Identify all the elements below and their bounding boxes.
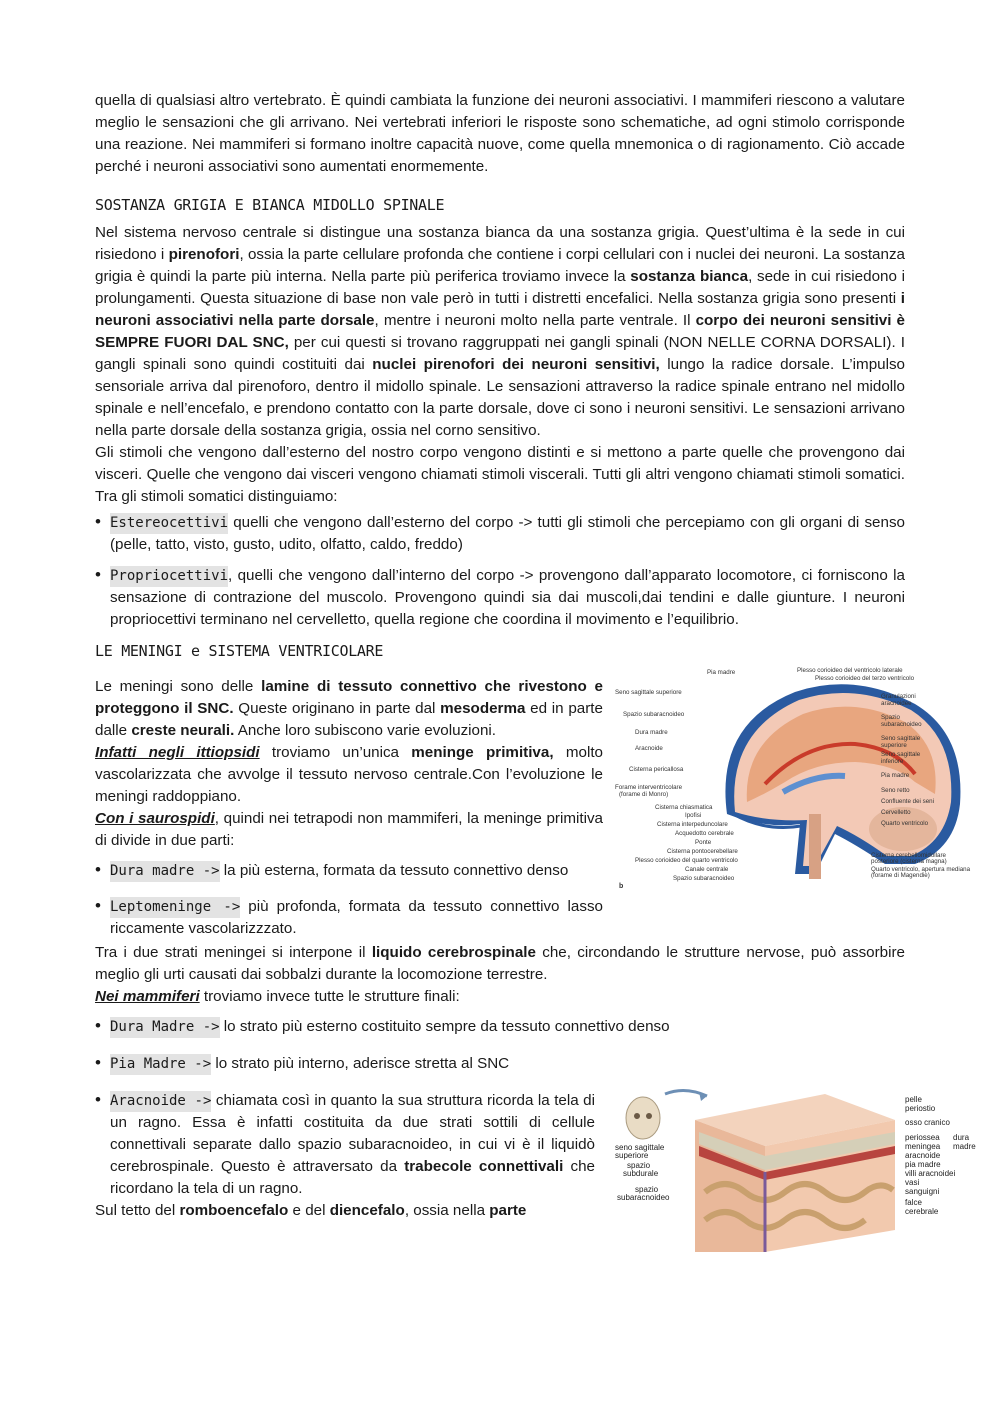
list-item: • Leptomeninge -> più profonda, formata da tessuto connettivo lasso riccamente vascolarizzzato. [95, 896, 603, 940]
brain-label: Quarto ventricolo, apertura mediana [871, 866, 971, 873]
brain-label: Acquedotto cerebrale [675, 830, 734, 837]
list-item: • Estereocettivi quelli che vengono dall’esterno del corpo -> tutti gli stimoli che percepiamo con gli organi di senso (pelle, tatto, visto, gusto, udito, olfatto, caldo, freddo) [95, 512, 905, 556]
brain-label: Dura madre [635, 729, 668, 736]
brain-label: Spazio [881, 714, 900, 721]
document-page [95, 90, 976, 1222]
brain-label: Cisterna pericallosa [629, 766, 684, 773]
brain-label: Granulazioni [881, 693, 916, 700]
brain-meninges-figure [615, 664, 987, 894]
brain-label: Cisterna interpeduncolare [657, 821, 728, 828]
brain-label: posteriore (cisterna magna) [871, 858, 947, 865]
meninges-label: spazio [635, 1185, 659, 1194]
meninges-label: spazio [627, 1161, 651, 1170]
brain-label: Cisterna cerebellomidollare [871, 852, 946, 859]
brain-label: inferiore [881, 758, 904, 765]
brain-label: Cisterna chiasmatica [655, 804, 713, 811]
meningi-paragraph-6: Sul tetto del romboencefalo e del diencefalo, ossia nella parte [95, 1202, 527, 1219]
brain-label: Forame interventricolare [615, 784, 683, 791]
brain-label: Cisterna pontocerebellare [667, 848, 738, 855]
section-heading-meningi: LE MENINGI e SISTEMA VENTRICOLARE [95, 642, 384, 660]
brain-label: Spazio subaracnoideo [623, 711, 685, 718]
brain-label: Seno sagittale [881, 735, 921, 742]
meninges-label: subaracnoideo [617, 1193, 670, 1202]
brain-label: Plesso corioideo del ventricolo laterale [797, 667, 903, 674]
sostanza-paragraph-2: Gli stimoli che vengono dall’esterno del nostro corpo vengono distinti e si mettono a parte quelle che provengono dai visceri. Quelle che vengono dai visceri vengono chiamati stimoli viscerali. Tutti gli altri vengono chiamati stimoli somatici. Tra gli stimoli somatici distinguiamo: [95, 444, 905, 505]
meninges-label: dura [953, 1133, 970, 1142]
meningi-list-c [95, 1090, 595, 1200]
brain-label: Plesso corioideo del quarto ventricolo [635, 857, 738, 864]
meninges-label: seno sagittale [615, 1143, 665, 1152]
brain-label: Quarto ventricolo [881, 820, 929, 827]
meninges-label: superiore [615, 1151, 649, 1160]
meninges-label: meningea [905, 1142, 941, 1151]
meningi-paragraph-3: Con i saurospidi, quindi nei tetrapodi non mammiferi, la meninge primitiva di divide in due parti: [95, 810, 603, 849]
brain-label: subaracnoideo [881, 721, 922, 728]
meninges-label: villi aracnoidei [905, 1169, 956, 1178]
meninges-label: periostio [905, 1104, 936, 1113]
brain-label: Seno sagittale [881, 751, 921, 758]
meningi-block [95, 667, 971, 940]
brain-label: Aracnoide [635, 745, 663, 752]
meninges-label: cerebrale [905, 1207, 939, 1216]
aracnoide-block [95, 1090, 976, 1222]
meninges-label: periossea [905, 1133, 940, 1142]
stimoli-list [95, 512, 905, 631]
meningi-paragraph-5: Nei mammiferi troviamo invece tutte le strutture finali: [95, 988, 460, 1005]
panel-letter: b [619, 883, 624, 890]
brain-label: Spazio subaracnoideo [673, 875, 735, 882]
list-item: • Pia Madre -> lo strato più interno, aderisce stretta al SNC [95, 1053, 905, 1075]
brain-label: Plesso corioideo del terzo ventricolo [815, 675, 915, 682]
brain-label: Ipofisi [685, 812, 702, 819]
brain-label: superiore [881, 742, 907, 749]
meninges-label: subdurale [623, 1169, 659, 1178]
meninges-layers-figure [615, 1080, 987, 1255]
brain-label: Cervelletto [881, 809, 911, 816]
meninges-label: aracnoide [905, 1151, 941, 1160]
meninges-label: pelle [905, 1095, 922, 1104]
meningi-paragraph-1: Le meningi sono delle lamine di tessuto connettivo che rivestono e proteggono il SNC. Queste originano in parte dal mesoderma ed in parte dalle creste neurali. Anche loro subiscono varie evoluzioni. [95, 678, 603, 739]
list-item: • Aracnoide -> chiamata così in quanto la sua struttura ricorda la tela di un ragno. Essa è infatti costituita da due strati sottili di cellule connettivali separate dallo spazio subaracnoideo, in cui vi è il liquidò cerebrospinale. Questo è attraversato da trabecole connettivali che ricordano la tela di un ragno. [95, 1090, 595, 1200]
meningi-list-a [95, 860, 603, 940]
brain-label: Canale centrale [685, 866, 729, 873]
list-item: • Propriocettivi, quelli che vengono dall’interno del corpo -> provengono dall’apparato locomotore, ci forniscono la sensazione di contrazione del muscolo. Provengono quindi sia dai muscoli,dai tendini e dalle giunture. I neuroni propriocettivi terminano nel cervelletto, quella regione che coordina il movimento e l’equilibrio. [95, 565, 905, 631]
brain-label: Seno sagittale superiore [615, 689, 682, 696]
meningi-list-b [95, 1016, 905, 1075]
meninges-label: pia madre [905, 1160, 941, 1169]
brain-label: Pia madre [707, 669, 736, 676]
meningi-paragraph-2: Infatti negli ittiopsidi troviamo un’unica meninge primitiva, molto vascolarizzata che avvolge il tessuto nervoso centrale.Con l’evoluzione le meningi raddoppiano. [95, 744, 603, 805]
brain-label: aracnoidee [881, 700, 912, 707]
brain-label: (forame di Magendie) [871, 872, 930, 879]
meninges-label: falce [905, 1198, 922, 1207]
brain-label: (forame di Monro) [619, 791, 669, 798]
brain-label: Confluente dei seni [881, 798, 934, 805]
intro-paragraph: quella di qualsiasi altro vertebrato. È quindi cambiata la funzione dei neuroni associativi. I mammiferi riescono a valutare meglio le sensazioni che gli arrivano. Nei vertebrati inferiori le risposte sono schematiche, ad ogni stimolo corrisponde una reazione. Nei mammiferi si formano inoltre capacità nuove, come quella mnemonica o di ragionamento. Ciò accade perché i neuroni associativi sono aumentati enormemente. [95, 92, 905, 175]
meningi-paragraph-4: Tra i due strati meningei si interpone il liquido cerebrospinale che, circondando le strutture nervose, può assorbire meglio gli urti causati dai sobbalzi durante la locomozione terrestre. [95, 944, 905, 983]
section-heading-sostanza: SOSTANZA GRIGIA E BIANCA MIDOLLO SPINALE [95, 196, 445, 214]
list-item: • Dura Madre -> lo strato più esterno costituito sempre da tessuto connettivo denso [95, 1016, 905, 1038]
sostanza-paragraph-1: Nel sistema nervoso centrale si distingue una sostanza bianca da una sostanza grigia. Quest’ultima è la sede in cui risiedono i pirenofori, ossia la parte cellulare profonda che contiene i corpi cellulari con i nuclei dei neuroni. La sostanza grigia è quindi la parte più interna. Nella parte più periferica troviamo invece la sostanza bianca, sede in cui risiedono i prolungamenti. Questa situazione di base non vale però in tutti i distretti encefalici. Nella sostanza grigia sono presenti i neuroni associativi nella parte dorsale, mentre i neuroni molto nella parte ventrale. Il corpo dei neuroni sensitivi è SEMPRE FUORI DAL SNC, per cui questi si trovano raggruppati nei gangli spinali (NON NELLE CORNA DORSALI). I gangli spinali sono quindi costituiti dai nuclei pirenofori dei neuroni sensitivi, lungo la radice dorsale. L’impulso sensoriale arriva dal pirenoforo, dentro il midollo spinale. Le sensazioni attraverso la radice spinale entrano nel midollo spinale e nell’encefalo, e prendono contatto con la parte dorsale, dove ci sono i neuroni sensitivi. Le sensazioni arrivano nella parte dorsale della sostanza grigia, ossia nel corno sensitivo. [95, 224, 905, 439]
list-item: • Dura madre -> la più esterna, formata da tessuto connettivo denso [95, 860, 603, 882]
brain-label: Pia madre [881, 772, 910, 779]
meninges-label: sanguigni [905, 1187, 940, 1196]
brain-label: Seno retto [881, 787, 910, 794]
meninges-label: osso cranico [905, 1118, 950, 1127]
meninges-label: vasi [905, 1178, 920, 1187]
meninges-label: madre [953, 1142, 976, 1151]
brain-label: Ponte [695, 839, 712, 846]
